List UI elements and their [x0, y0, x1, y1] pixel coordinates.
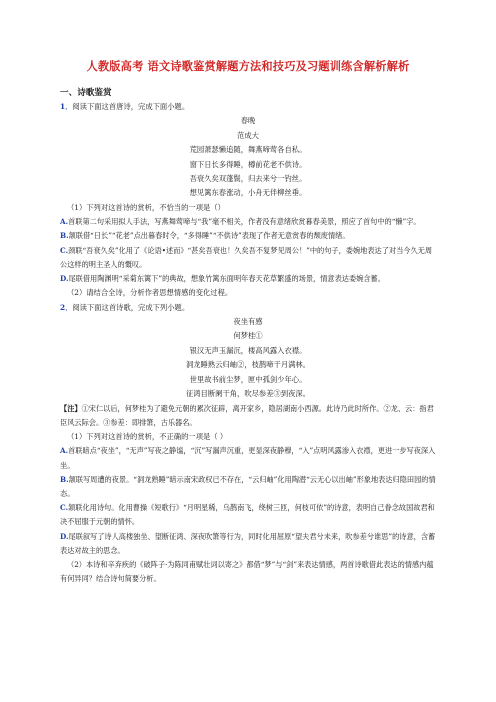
option-text: 尾联叙写了诗人高楼独坐、望断征鸿、深夜吹箫等行为，同时化用屈原“望夫君兮未来，吹参差兮谁思”的诗意，含蓄表达对故主的思念。	[60, 531, 436, 555]
option-label: A.	[60, 446, 69, 456]
sub-question: （2）本诗和辛弃疾的《破阵子·为陈同甫赋壮词以寄之》都借“梦”与“剑”来表达情感，两首诗歌借此表达的情感内蕴有何异同？结合诗句简要分析。	[60, 559, 434, 584]
option-text: 颔联写周遭的夜景。“洞龙熟睡”暗示南宋政权已不存在，“云归岫”化用陶潜“云无心以出岫”形象地表达归隐田园的情态。	[60, 474, 436, 498]
option-text: 颈联“吾衰久矣”化用了《论语•述而》“甚矣吾衰也！久矣吾不复梦见周公！”中的句子，委婉地表达了对当今久无周公这样的明主圣人的慨叹。	[60, 245, 433, 269]
option-b	[60, 229, 436, 243]
option-a	[60, 444, 436, 472]
question-text: 阅读下面这首唐诗，完成下面小题。	[72, 102, 190, 111]
option-text: 首联第二句采用拟人手法，写燕舞莺啼与“我”毫不相关，作者没有意绪欣赏暮春美景，照应了首句中的“懒”字。	[68, 217, 421, 227]
sub-question: （1）下列对这首诗的赏析，不恰当的一项是（）	[67, 202, 225, 212]
option-c	[60, 501, 436, 529]
option-a	[60, 215, 436, 229]
poem-line: 世里故书前尘梦，匣中孤剑少年心。	[189, 374, 307, 384]
poem-line: 洞龙睡熟云归岫②，枝鹊啼干月满林。	[185, 360, 311, 370]
option-label: A.	[60, 217, 69, 227]
question-number: 2．	[60, 302, 73, 312]
option-label: D.	[60, 531, 69, 541]
poem-note	[60, 402, 436, 430]
option-label: C.	[60, 503, 69, 513]
poem-author: 范成大	[237, 130, 259, 140]
option-b	[60, 473, 436, 501]
option-d	[60, 272, 436, 286]
note-text: ①宋仁以后，何梦桂为了避免元朝的累次征辟，离开家乡，隐居湖南小西源。此诗乃此时所作。②龙、云：指君臣风云际会。③参差：即排箫，古乐器名。	[60, 403, 434, 427]
option-c	[60, 244, 436, 272]
poem-line: 窗下日长多得睡，樽前花老不供诗。	[189, 159, 307, 169]
option-text: 首联暗点“夜坐”，“无声”写夜之静谧，“沉”写漏声沉重，更显深夜静穆，“入”点明风露渗入衣襟，更进一步写夜深入坐。	[60, 446, 436, 470]
option-label: C.	[60, 245, 69, 255]
question-2-prompt	[60, 301, 436, 315]
option-text: 颔联借“日长”“花老”点出暮春时令，“多得睡”“不供诗”表现了作者无意赏春的颓废情绪。	[68, 231, 350, 241]
poem-line: 吾衰久矣双蓬鬓，归去来兮一钓丝。	[189, 174, 307, 184]
option-d	[60, 530, 436, 558]
note-label: 【注】	[60, 403, 82, 413]
option-text: 尾联借用陶渊明“采菊东篱下”的典故，想象竹篱东面明年春天花草繁盛的场景，情意表达委婉含蓄。	[68, 274, 385, 284]
poem-author: 何梦桂①	[233, 331, 263, 341]
option-text: 颔联化用诗句。化用曹操《短歌行》“月明星稀，乌鹊南飞，绕树三匝，何枝可依”的诗意，表明自己眷念故国故君和决不屈服于元朝的情怀。	[60, 503, 435, 527]
question-text: 阅读下面这首诗歌，完成下列小题。	[72, 302, 190, 312]
document-title: 人教版高考 语文诗歌鉴赏解题方法和技巧及习题训练含解析解析	[86, 60, 410, 73]
poem-title: 夜坐有感	[233, 317, 263, 327]
poem-title: 春晚	[240, 116, 256, 126]
option-label: D.	[60, 274, 69, 284]
poem-line: 银汉无声玉漏沉，楼高风露入衣襟。	[189, 345, 307, 355]
option-label: B.	[60, 474, 69, 484]
poem-line: 征鸿目断阑干角，吹尽参差③到夜深。	[185, 389, 311, 399]
sub-question: （2）请结合全诗，分析作者思想情感的变化过程。	[67, 288, 233, 298]
poem-line: 想见篱东春涨动，小舟无伴柳丝垂。	[189, 188, 307, 198]
poem-line: 荒园萧瑟懒追随，舞燕啼莺各自私。	[189, 145, 307, 155]
option-label: B.	[60, 231, 69, 241]
question-number: 1．	[60, 102, 73, 111]
section-heading: 一、诗歌鉴赏	[60, 88, 112, 98]
question-1-prompt	[60, 100, 436, 114]
sub-question: （1）下列对这首诗的赏析，不正确的一项是（ ）	[67, 431, 228, 441]
